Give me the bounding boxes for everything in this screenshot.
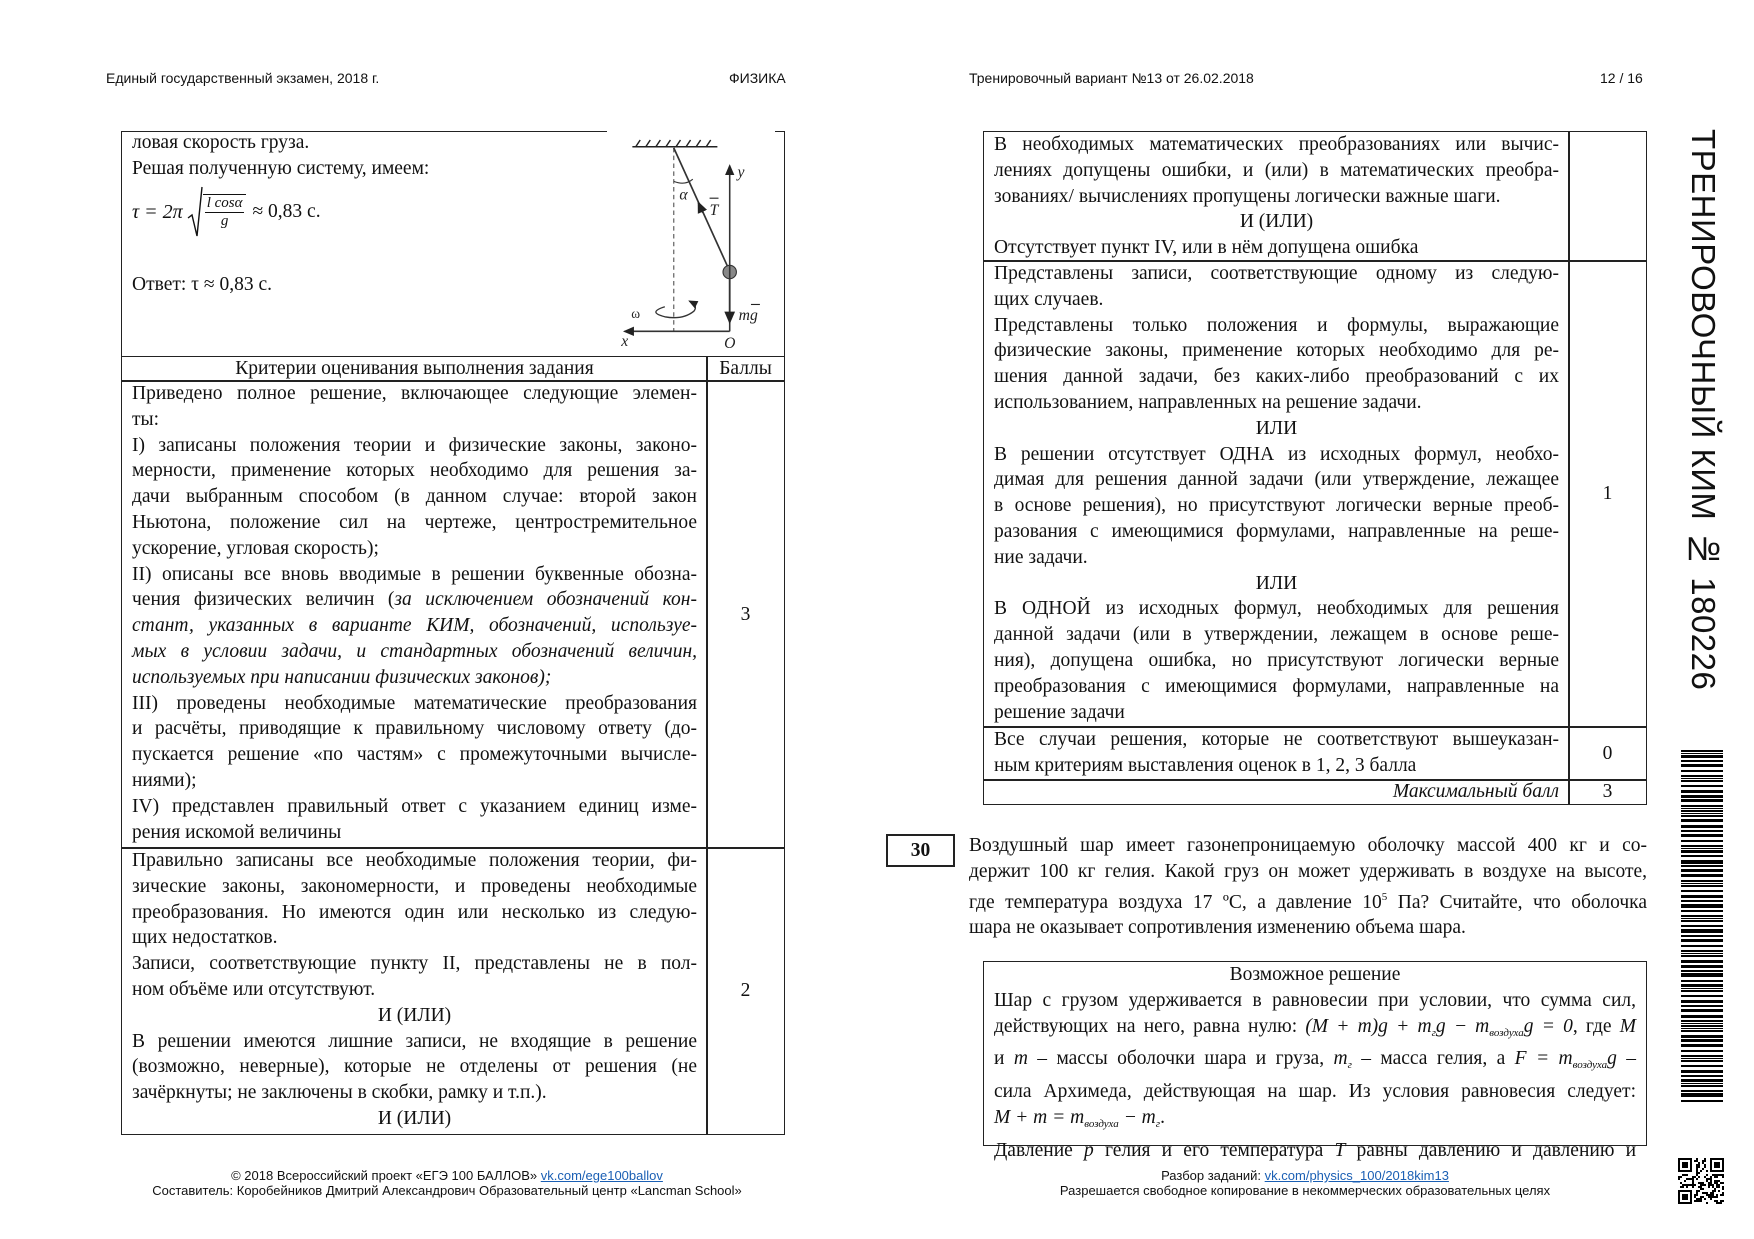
text-line [994, 1105, 1636, 1138]
label-omega: ω [631, 305, 641, 321]
score-cell: 1 [1568, 260, 1647, 728]
text-segment: m [1013, 1048, 1028, 1070]
text-line: димая для решения данной задачи (или утверждение, лежащее [994, 469, 1559, 491]
label-o: O [724, 335, 736, 353]
variant-title: Тренировочный вариант №13 от 26.02.2018 [969, 70, 1254, 86]
formula-numerator: l cosα [206, 194, 243, 211]
text-line: разования с имеющимися формулами, направленные на реше- [994, 520, 1559, 542]
solution-title: Возможное решение [1229, 964, 1401, 985]
text-line: шения данной задачи, без каких-либо преобразований с их [994, 366, 1559, 388]
rotation-arrow [656, 301, 696, 318]
footer-copyright: © 2018 Всероссийский проект «ЕГЭ 100 БАЛЛОВ» [231, 1168, 541, 1183]
text-segment: − m [1118, 1106, 1156, 1128]
text-segment: , где [1572, 1015, 1620, 1037]
text-segment: – [1616, 1048, 1636, 1070]
text-line: Представлены только положения и формулы, выражающие [994, 314, 1559, 336]
solution-box [983, 961, 1647, 1161]
text-line: Шар с грузом удерживается в равновесии при условии, что сумма сил, [994, 989, 1636, 1011]
text-segment: – масса гелия, а [1351, 1048, 1515, 1070]
text-line: рения искомой величины [132, 821, 342, 843]
text-segment: где температура воздуха 17 ºС, а давление 10 [969, 891, 1382, 913]
text-line: Ньютона, положение сил на чертеже, центростремительное [132, 511, 697, 533]
text-segment: равны давлению и давлению и [1345, 1139, 1636, 1161]
text-line: Воздушный шар имеет газонепроницаемую оболочку массой 400 кг и со- [969, 835, 1647, 856]
text-segment: M + m = m [994, 1106, 1085, 1128]
text-line: III) проведены необходимые математические преобразования [132, 692, 697, 714]
score-cell: 2 [706, 847, 785, 1135]
text-line: сила Архимеда, действующая на шар. Из условия равновесия следует: [994, 1081, 1636, 1103]
ceiling-icon [632, 140, 717, 147]
text-line: ты: [132, 408, 160, 430]
text-segment: стант, указанных в варианте КИМ, обозначений, используе- [132, 615, 697, 637]
criteria-row-2 [121, 847, 708, 1135]
text-segment: и [994, 1048, 1014, 1070]
solution-line: Решая полученную систему, имеем: [132, 158, 430, 179]
text-line: Записи, соответствующие пункту II, представлены не в пол- [132, 953, 697, 975]
text-line-centered: И (ИЛИ) [1239, 211, 1314, 233]
text-line: щих случаев. [994, 288, 1104, 310]
text-line: в основе решения), но присутствуют логически верные преоб- [994, 495, 1559, 517]
text-line-centered: ИЛИ [1255, 417, 1298, 439]
page-number: 12 / 16 [1600, 70, 1643, 86]
label-x: x [621, 332, 629, 350]
text-segment: мых в условии задачи, и стандартных обозначений величин, [132, 640, 697, 662]
footer-link-ege100[interactable]: vk.com/ege100ballov [540, 1168, 663, 1183]
text-segment: – массы оболочки шара и груза, [1027, 1048, 1334, 1070]
text-segment: Давление [994, 1139, 1085, 1161]
footer-left [152, 1168, 742, 1198]
text-line: зованиях/ вычислениях пропущены логически важные шаги. [994, 185, 1501, 207]
criteria-header: Критерии оценивания выполнения задания [121, 356, 708, 382]
solution-text [994, 988, 1636, 1164]
subject-title: ФИЗИКА [729, 70, 786, 86]
text-segment: T [1334, 1139, 1346, 1161]
text-segment: g = 0 [1523, 1015, 1573, 1037]
criteria-row-1 [983, 260, 1570, 728]
qr-code [1678, 1158, 1724, 1204]
text-line: преобразования. Но имеются один или несколько из следую- [132, 901, 697, 923]
label-y: y [737, 163, 745, 181]
text-segment: p [1084, 1139, 1094, 1161]
formula-rhs: ≈ 0,83 с. [252, 201, 321, 222]
text-line: лениях допущены ошибки, и (или) в математических преобра- [994, 159, 1559, 181]
task-number: 30 [886, 834, 955, 867]
text-line: преобразования с имеющимися формулами, направленные на [994, 675, 1559, 697]
text-line [132, 639, 697, 665]
text-segment: г [1155, 1117, 1161, 1130]
text-line-centered: И (ИЛИ) [377, 1004, 452, 1026]
text-segment: M [1619, 1015, 1636, 1037]
text-line [994, 1138, 1636, 1164]
text-segment: воздуха [1084, 1117, 1119, 1130]
text-segment: гелия и его температура [1093, 1139, 1335, 1161]
text-line: Все случаи решения, которые не соответствуют вышеуказан- [994, 729, 1559, 750]
solution-line: ловая скорость груза. [132, 132, 310, 153]
footer-license: Разрешается свободное копирование в некоммерческих образовательных целях [1059, 1183, 1551, 1198]
barcode [1681, 750, 1723, 1102]
text-line: пускается решение «по частям» с промежуточными вычисле- [132, 744, 697, 766]
text-line: держит 100 кг гелия. Какой груз он может удерживать в воздухе на высоте, [969, 860, 1647, 882]
text-line: зачёркнуты; не заключены в скобки, рамку и т.п.). [132, 1082, 547, 1104]
text-line [132, 613, 697, 639]
text-segment: используемых при написании физических законов); [132, 666, 552, 688]
text-line [969, 885, 1647, 916]
text-segment: воздуха [1489, 1026, 1524, 1039]
text-line: ном объёме или отсутствуют. [132, 978, 376, 1000]
formula [132, 186, 321, 238]
footer-author: Составитель: Коробейников Дмитрий Александрович Образовательный центр «Lancman School» [152, 1183, 742, 1198]
text-line: решение задачи [994, 701, 1125, 723]
text-segment: (M + m)g + m [1305, 1015, 1432, 1037]
criteria-row-3 [121, 380, 708, 849]
score-cell: 3 [706, 380, 785, 849]
text-segment: F = m [1514, 1048, 1573, 1070]
text-line: В решении отсутствует ОДНА из исходных формул, необхо- [994, 443, 1559, 465]
task-text [959, 833, 1657, 941]
text-line: щих недостатков. [132, 927, 278, 949]
text-line: Правильно записаны все необходимые положения теории, фи- [132, 850, 697, 871]
text-line: использованием, направленных на решение задачи. [994, 391, 1422, 413]
footer-right [1060, 1168, 1550, 1198]
text-segment: g − m [1435, 1015, 1490, 1037]
pendulum-diagram [610, 131, 789, 356]
text-segment: . [1160, 1106, 1165, 1128]
text-line: (возможно, неверные), которые не отделены от решения (не [132, 1056, 697, 1078]
text-segment: действующих на него, равна нулю: [994, 1015, 1306, 1037]
text-line: Приведено полное решение, включающее следующие элемен- [132, 383, 697, 404]
text-line: I) записаны положения теории и физические законы, законо- [132, 434, 697, 456]
label-alpha: α [679, 186, 688, 204]
text-line: ниями); [132, 769, 197, 791]
max-score-label: Максимальный балл [983, 779, 1570, 805]
text-line: II) описаны все вновь вводимые в решении буквенные обозна- [132, 563, 697, 585]
text-line: В решении имеются лишние записи, не входящие в решение [132, 1030, 697, 1052]
label-mg: mg [738, 307, 758, 325]
text-line: В ОДНОЙ из исходных формул, необходимых для решения [994, 598, 1559, 620]
text-line: ния), допущена ошибка, но присутствуют логически верные [994, 649, 1559, 671]
text-line [994, 1014, 1636, 1047]
text-segment: Па? Считайте, что оболочка [1387, 891, 1648, 913]
text-segment: г [1431, 1026, 1436, 1039]
text-line: ние задачи. [994, 546, 1088, 568]
text-line [132, 587, 697, 613]
criteria-row-errors [983, 131, 1570, 262]
text-line: физические законы, применение которых необходимо для ре- [994, 340, 1559, 362]
text-line-centered: ИЛИ [1255, 572, 1298, 594]
footer-link-physics[interactable]: vk.com/physics_100/2018kim13 [1264, 1168, 1449, 1183]
kim-title: ТРЕНИРОВОЧНЫЙ КИМ № 180226 [1685, 129, 1722, 691]
sqrt-icon [187, 186, 203, 238]
text-segment: чения физических величин ( [132, 589, 395, 611]
text-line: данной задачи (или в утверждении, лежащем в основе реше- [994, 624, 1559, 646]
score-cell: 0 [1568, 726, 1647, 781]
text-line: Отсутствует пункт IV, или в нём допущена ошибка [994, 237, 1419, 259]
text-line: шара не оказывает сопротивления изменению объема шара. [969, 917, 1466, 939]
text-line: дачи выбранным способом (в данном случае: второй закон [132, 486, 697, 508]
text-segment: за исключением обозначений кон- [394, 589, 697, 611]
text-line-centered: И (ИЛИ) [377, 1107, 452, 1129]
text-line [132, 665, 697, 691]
text-line: В необходимых математических преобразованиях или вычис- [994, 134, 1559, 155]
answer: Ответ: τ ≈ 0,83 с. [132, 274, 272, 295]
text-segment: g [1607, 1048, 1617, 1070]
footer-analysis-label: Разбор заданий: [1161, 1168, 1265, 1183]
text-segment: г [1347, 1059, 1352, 1072]
text-line: IV) представлен правильный ответ с указанием единиц изме- [132, 795, 697, 817]
text-line [994, 1046, 1636, 1079]
formula-lhs: τ = 2π [132, 200, 183, 223]
score-cell [1568, 131, 1647, 262]
label-t: T [709, 201, 719, 219]
text-segment: воздуха [1572, 1059, 1608, 1072]
score-header: Баллы [706, 356, 785, 382]
text-segment: 5 [1381, 890, 1388, 903]
criteria-row-0 [983, 726, 1570, 781]
text-line: мерности, применение которых необходимо для решения за- [132, 460, 697, 482]
formula-denominator: g [220, 212, 229, 229]
text-line: ным критериям выставления оценок в 1, 2, 3 балла [994, 754, 1417, 776]
exam-title: Единый государственный экзамен, 2018 г. [106, 70, 380, 86]
text-line: зические законы, закономерности, и проведены необходимые [132, 875, 697, 897]
text-line: Представлены записи, соответствующие одному из следую- [994, 263, 1559, 284]
text-line: ускорение, угловая скорость); [132, 537, 379, 559]
max-score-value: 3 [1568, 779, 1647, 805]
text-line: и расчёты, приводящие к правильному числовому ответу (до- [132, 718, 697, 740]
text-segment: m [1333, 1048, 1348, 1070]
